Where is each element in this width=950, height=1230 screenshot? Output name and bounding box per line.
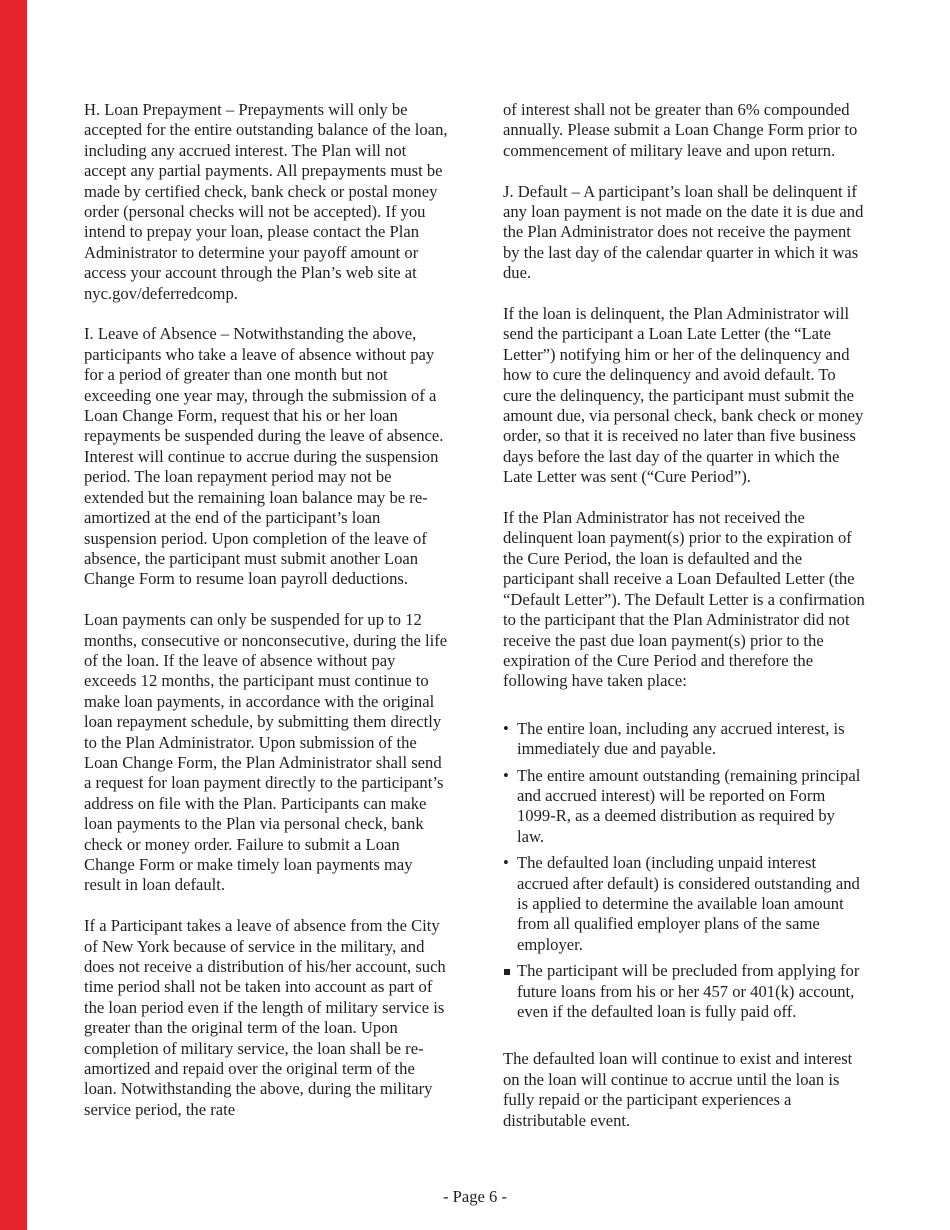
military-leave-paragraph: If a Participant takes a leave of absence from the City of New York because of service in the military, and does not receive a distribution of his/her account, such time period shall not be taken into account as part of the loan period even if the length of military service is greater than the original term of the loan. Upon completion of military service, the loan shall be re-amortized and repaid over the original term of the loan. Notwithstanding the above, during the military service period, the rate xyxy=(84,916,446,1119)
section-h-loan-prepayment: H. Loan Prepayment – Prepayments will only be accepted for the entire outstanding balance of the loan, including any accrued interest. The Plan will not accept any partial payments. All prepayments must be made by certified check, bank check or postal money order (personal checks will not be accepted). If you intend to prepay your loan, please contact the Plan Administrator to determine your payoff amount or access your account through the Plan’s web site at nyc.gov/deferredcomp. xyxy=(84,100,448,303)
red-margin-bar xyxy=(0,0,27,1230)
section-j-default: J. Default – A participant’s loan shall be delinquent if any loan payment is not made on the date it is due and the Plan Administrator does not receive the payment by the last day of the calendar quarter in which it was due. xyxy=(503,181,864,283)
defaulted-loan-paragraph: The defaulted loan will continue to exist and interest on the loan will continue to accrue until the loan is fully repaid or the participant experiences a distributable event. xyxy=(503,1049,853,1130)
bullet-icon: • xyxy=(503,853,509,873)
list-item: • The entire amount outstanding (remaining principal and accrued interest) will be reported on Form 1099-R, as a deemed distribution as required by law. xyxy=(503,765,861,846)
right-column xyxy=(503,100,865,1151)
section-i-leave-of-absence: I. Leave of Absence – Notwithstanding the above, participants who take a leave of absence without pay for a period of greater than one month but not exceeding one year may, through the submission of a Loan Change Form, request that his or her loan repayments be suspended during the leave of absence. Interest will continue to accrue during the suspension period. The loan repayment period may not be extended but the remaining loan balance may be re-amortized at the end of the participant’s loan suspension period. Upon completion of the leave of absence, the participant must submit another Loan Change Form to resume loan payroll deductions. xyxy=(84,324,444,589)
default-consequences-list xyxy=(503,719,865,1023)
loan-suspension-paragraph: Loan payments can only be suspended for up to 12 months, consecutive or nonconsecutive, during the life of the loan. If the leave of absence without pay exceeds 12 months, the participant must continue to make loan payments, in accordance with the original loan repayment schedule, by submitting them directly to the Plan Administrator. Upon submission of the Loan Change Form, the Plan Administrator shall send a request for loan payment directly to the participant’s address on file with the Plan. Participants can make loan payments to the Plan via personal check, bank check or money order. Failure to submit a Loan Change Form or make timely loan payments may result in loan default. xyxy=(84,610,448,895)
bullet-icon: • xyxy=(503,718,509,738)
list-item: The participant will be precluded from applying for future loans from his or her 457 or 401(k) account, even if the defaulted loan is fully paid off. xyxy=(503,961,865,1022)
left-column xyxy=(84,100,448,1141)
delinquency-paragraph: If the loan is delinquent, the Plan Administrator will send the participant a Loan Late Letter (the “Late Letter”) notifying him or her of the delinquency and how to cure the delinquency and avoid default. To cure the delinquency, the participant must submit the amount due, via personal check, bank check or money order, so that it is received no later than five business days before the last day of the quarter in which the Late Letter was sent (“Cure Period”). xyxy=(503,304,864,487)
list-item: • The entire loan, including any accrued interest, is immediately due and payable. xyxy=(503,718,845,759)
bullet-icon: • xyxy=(503,765,509,785)
list-item: • The defaulted loan (including unpaid interest accrued after default) is considered outstanding and is applied to determine the available loan amount from all qualified employer plans of the same employer. xyxy=(503,853,860,954)
square-bullet-icon xyxy=(504,969,510,975)
default-letter-paragraph: If the Plan Administrator has not received the delinquent loan payment(s) prior to the expiration of the Cure Period, the loan is defaulted and the participant shall receive a Loan Defaulted Letter (the “Default Letter”). The Default Letter is a confirmation to the participant that the Plan Administrator did not receive the past due loan payment(s) prior to the expiration of the Cure Period and therefore the following have taken place: xyxy=(503,508,865,691)
page-number: - Page 6 - xyxy=(442,1187,508,1206)
military-interest-paragraph: of interest shall not be greater than 6% compounded annually. Please submit a Loan Change Form prior to commencement of military leave and upon return. xyxy=(503,100,858,160)
